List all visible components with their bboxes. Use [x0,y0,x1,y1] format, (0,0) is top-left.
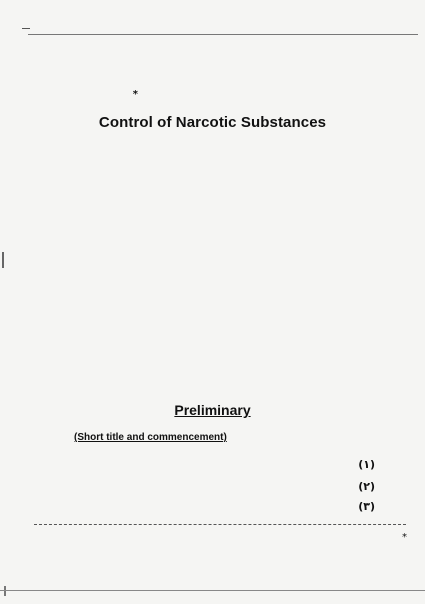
section-title-english: (Short title and commencement) [74,432,227,443]
preamble-line-4 [25,289,395,301]
clause-text-2 [83,481,333,494]
top-rule [28,34,418,35]
section-label-urdu [349,428,409,446]
clause-number-2: (۲) [358,480,375,493]
clause-number-3: (۳) [358,500,375,513]
top-left-scan-mark [22,28,30,29]
preamble-line-2 [25,242,395,254]
chapter-label-urdu [0,349,425,367]
bottom-rule [0,590,425,591]
footnote-marker: * [402,532,407,543]
footnote-separator [34,524,406,525]
preamble-line-1 [25,220,395,232]
chapter-title-urdu [0,375,425,393]
clause-text-1 [83,459,333,472]
preliminary-english-heading: Preliminary [174,402,251,418]
section-title-urdu [161,428,251,446]
english-act-title: Control of Narcotic Substances [98,114,327,131]
preamble-line-3 [25,266,395,278]
footnote-marker-heading: * [132,89,138,100]
left-scan-mark [2,252,4,268]
footnote-text [77,530,397,542]
clause-text-3 [83,501,333,514]
act-number-urdu [125,92,305,106]
urdu-title-line-1 [35,153,395,175]
urdu-title-line-2 [35,182,395,204]
preamble-line-5 [25,313,395,325]
clause-number-1: (۱) [358,458,375,471]
bottom-left-scan-mark [4,586,6,596]
